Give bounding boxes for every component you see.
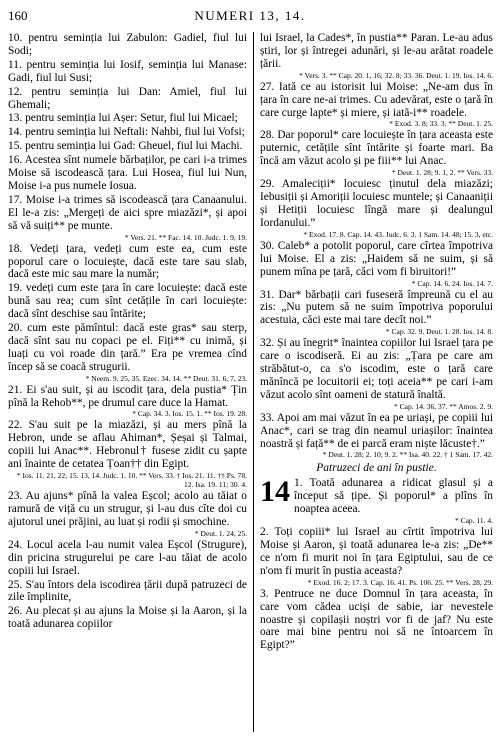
verse-text: 32. Și au înegrit* înaintea copiilor lui Israel țara pe care o iscodiseră. Ei au zis: „Țara pe care am străbătut-o, ca s'o iscodim, este o țară care mănîncă pe locuitorii ei; toți aceia** pe cari i-am văzut acolo sînt oameni de statură înaltă.	[260, 337, 493, 401]
verse-text: 2. Toți copiii* lui Israel au cîrtit împotriva lui Moise și Aaron, și toată adunarea le-a zis: „De** ce n'om fi murit noi în țara Egiptului, sau de ce n'om fi murit în pustia aceasta?	[260, 526, 493, 577]
verse	[260, 477, 493, 525]
cross-reference-note: * Deut. 1. 24, 25.	[194, 528, 247, 538]
right-verses	[260, 32, 493, 459]
verse	[8, 282, 247, 321]
verse-text: 12. pentru seminția lui Dan: Amiel, fiul lui Ghemali;	[8, 85, 247, 111]
chapter-number: 14	[260, 475, 290, 509]
cross-reference-note: * Exod. 17. 8. Cap. 14. 43. Judc. 6. 3. 1 Sam. 14. 48; 15. 3, etc.	[303, 229, 493, 239]
verse-text: 31. Dar* bărbații cari fuseseră împreună cu el au zis: „Nu putem să ne suim împotriva poporului acestuia, căci este mai tare decît noi.”	[260, 288, 493, 327]
verse-text: 25. S'au întors dela iscodirea țării după patruzeci de zile împlinite,	[8, 578, 247, 604]
verse	[260, 240, 493, 288]
cross-reference-note: * Cap. 11. 4.	[454, 516, 493, 526]
cross-reference-note: * Cap. 34. 3. Ios. 15. 1. ** Ios. 19. 28.	[132, 409, 247, 419]
verse-text: 33. Apoi am mai văzut în ea pe uriași, pe copiii lui Anac*, cari se trag din neamul uriașilor: înaintea noastră și față** de ei parcă eram niște lăcuste†.”	[260, 411, 493, 450]
verse	[260, 32, 493, 80]
verse	[8, 140, 247, 153]
verse-text: 27. Iată ce au istorisit lui Moise: „Ne-am dus în țara în care ne-ai trimes. Cu adevărat, este o țară în care curge lapte* și miere, și iată-i** roadele.	[260, 80, 493, 119]
verse-text: 11. pentru seminția lui Iosif, seminția lui Manase: Gadi, fiul lui Susi;	[8, 58, 247, 84]
cross-reference-note: * Deut. 1. 28; 9. 1, 2. ** Vers. 33.	[391, 168, 493, 178]
verse-text: 17. Moise i-a trimes să iscodească țara Canaanului. El le-a zis: „Mergeți de aici spre miazăzi*, și apoi să vă suiți** pe munte.	[8, 193, 247, 232]
verse-text: 13. pentru seminția lui Așer: Setur, fiul lui Micael;	[8, 112, 238, 125]
cross-reference-note: * Cap. 32. 9. Deut. 1. 28. Ios. 14. 8.	[385, 327, 493, 337]
verse	[260, 337, 493, 411]
verse-text: 28. Dar poporul* care locuiește în țara aceasta este puternic, cetățile sînt întărite și foarte mari. Ba încă am văzut acolo și pe fiii** lui Anac.	[260, 129, 493, 168]
cross-reference-note: * Vers. 3. ** Cap. 20. 1, 16; 32. 8; 33. 36. Deut. 1. 19. Ios. 14. 6.	[299, 70, 493, 80]
right-column	[260, 32, 493, 653]
verse	[8, 384, 247, 419]
cross-reference-note: * Exod. 16. 2; 17. 3. Cap. 16. 41. Ps. 106. 25. ** Vers. 28, 29.	[307, 577, 493, 587]
cross-reference-note: * Ios. 11. 21, 22; 15. 13, 14. Judc. 1. 10. ** Vers. 33. † Ios. 21. 11. †† Ps. 78. 12. Isa. 19. 11; 30. 4.	[16, 471, 247, 490]
verse	[8, 126, 247, 139]
verse	[8, 59, 247, 85]
cross-reference-note: * Deut. 1. 28; 2. 10; 9. 2. ** Isa. 40. 22. † 1 Sam. 17. 42.	[322, 450, 493, 460]
verse-text: 26. Au plecat și au ajuns la Moise și la Aaron, și la toată adunarea copiilor	[8, 605, 247, 631]
verse	[8, 194, 247, 242]
verse	[8, 322, 247, 383]
verse	[260, 81, 493, 129]
verse	[260, 412, 493, 460]
verse-text: 18. Vedeți țara, vedeți cum este ea, cum este poporul care o locuiește, dacă este tare sau slab, dacă este mic sau mare la număr;	[8, 242, 247, 281]
chapter-14	[260, 477, 493, 652]
verse-text: 24. Locul acela l-au numit valea Eșcol (Strugure), din pricina strugurelui pe care l-au tăiat de acolo copiii lui Israel.	[8, 538, 247, 577]
verse	[260, 289, 493, 337]
left-column	[8, 32, 247, 632]
verse-text: 15. pentru seminția lui Gad: Gheuel, fiul lui Machi.	[8, 140, 243, 153]
verse-text: 19. vedeți cum este țara în care locuiește: dacă este bună sau rea; cum sînt cetățile în cari locuiește: dacă sînt deschise sau întărite;	[8, 282, 247, 321]
page-header	[0, 8, 500, 26]
verse	[8, 539, 247, 578]
verse	[8, 490, 247, 538]
verse	[8, 579, 247, 605]
verse-text: 30. Caleb* a potolit poporul, care cîrtea împotriva lui Moise. El a zis: „Haidem să ne suim, și să punem mîna pe țară, căci vom fi biruitori!”	[260, 239, 493, 278]
verse	[8, 243, 247, 282]
verse-text: 10. pentru seminția lui Zabulon: Gadiel, fiul lui Sodi;	[8, 32, 247, 57]
verse-text: 21. Ei s'au suit, și au iscodit țara, dela pustia* Țin pînă la Rehob**, pe drumul care duce la Hamat.	[8, 383, 247, 409]
running-title: NUMERI 13, 14.	[194, 8, 306, 23]
verse	[8, 86, 247, 112]
verse-text: 3. Pentruce ne duce Domnul în țara aceasta, în care vom cădea uciși de sabie, iar nevestele noastre și copilașii noștri vor fi de jaf? Nu este oare mai bine pentru noi să ne întoarcem în Egipt?”	[260, 587, 493, 652]
verse	[8, 605, 247, 631]
verse	[8, 154, 247, 193]
verse-text: 1. Toată adunarea a ridicat glasul și a început să țipe. Și poporul* a plîns în noaptea aceea.	[294, 477, 493, 516]
verse	[260, 588, 493, 653]
cross-reference-note: * Vers. 21. ** Fac. 14. 10. Judc. 1. 9, 19.	[124, 232, 247, 242]
verse	[8, 419, 247, 489]
verse	[260, 526, 493, 587]
section-heading: Patruzeci de ani în pustie.	[316, 462, 437, 475]
page-number: 160	[8, 8, 28, 23]
verse	[260, 129, 493, 177]
verse-text: 20. cum este pămîntul: dacă este gras* sau sterp, dacă sînt sau nu copaci pe el. Fiți** cu inimă, și luați cu voi roade din țară.” Era pe vremea cînd încep să se coacă strugurii.	[8, 322, 247, 373]
verse	[8, 32, 247, 58]
verse	[260, 178, 493, 239]
verse-text: lui Israel, la Cades*, în pustia** Paran. Le-au adus știri, lor și întregei adunări, și le-au arătat roadele țării.	[260, 32, 493, 70]
cross-reference-note: * Cap. 14. 36, 37. ** Amos. 2. 9.	[394, 401, 493, 411]
verse-text: 14. pentru seminția lui Neftali: Nahbi, fiul lui Vofsi;	[8, 126, 245, 139]
verse-text: 16. Acestea sînt numele bărbaților, pe cari i-a trimes Moise să iscodească țara. Lui Hosea, fiul lui Nun, Moise i-a pus numele Iosua.	[8, 154, 247, 192]
verse-text: 23. Au ajuns* pînă la valea Eșcol; acolo au tăiat o ramură de viță cu un strugur, și l-au dus cîte doi cu ajutorul unei prăjini, au luat și rodii și smochine.	[8, 490, 247, 528]
cross-reference-note: * Cap. 14. 6, 24. Ios. 14. 7.	[411, 278, 493, 288]
verse	[8, 112, 247, 125]
cross-reference-note: * Exod. 3. 8; 33. 3. ** Deut. 1. 25.	[389, 119, 493, 129]
cross-reference-note: * Neem. 9. 25, 35. Ezec. 34. 14. ** Deut. 31. 6, 7, 23.	[85, 373, 247, 383]
verse-text: 29. Amaleciții* locuiesc ținutul dela miazăzi; Iebusiții și Amoriții locuiesc muntele; și Canaaniții și Hetiții locuiesc lîngă mare și dealungul Iordanului.”	[260, 178, 493, 229]
chapter-14-verses	[260, 477, 493, 652]
verse-text: 22. S'au suit pe la miazăzi, și au mers pînă la Hebron, unde se aflau Ahiman*, Șeșai și Talmai, copiii lui Anac**. Hebronul† fusese zidit cu șapte ani înainte de cetatea Țoan†† din Egipt.	[8, 419, 247, 471]
column-divider	[253, 32, 254, 732]
